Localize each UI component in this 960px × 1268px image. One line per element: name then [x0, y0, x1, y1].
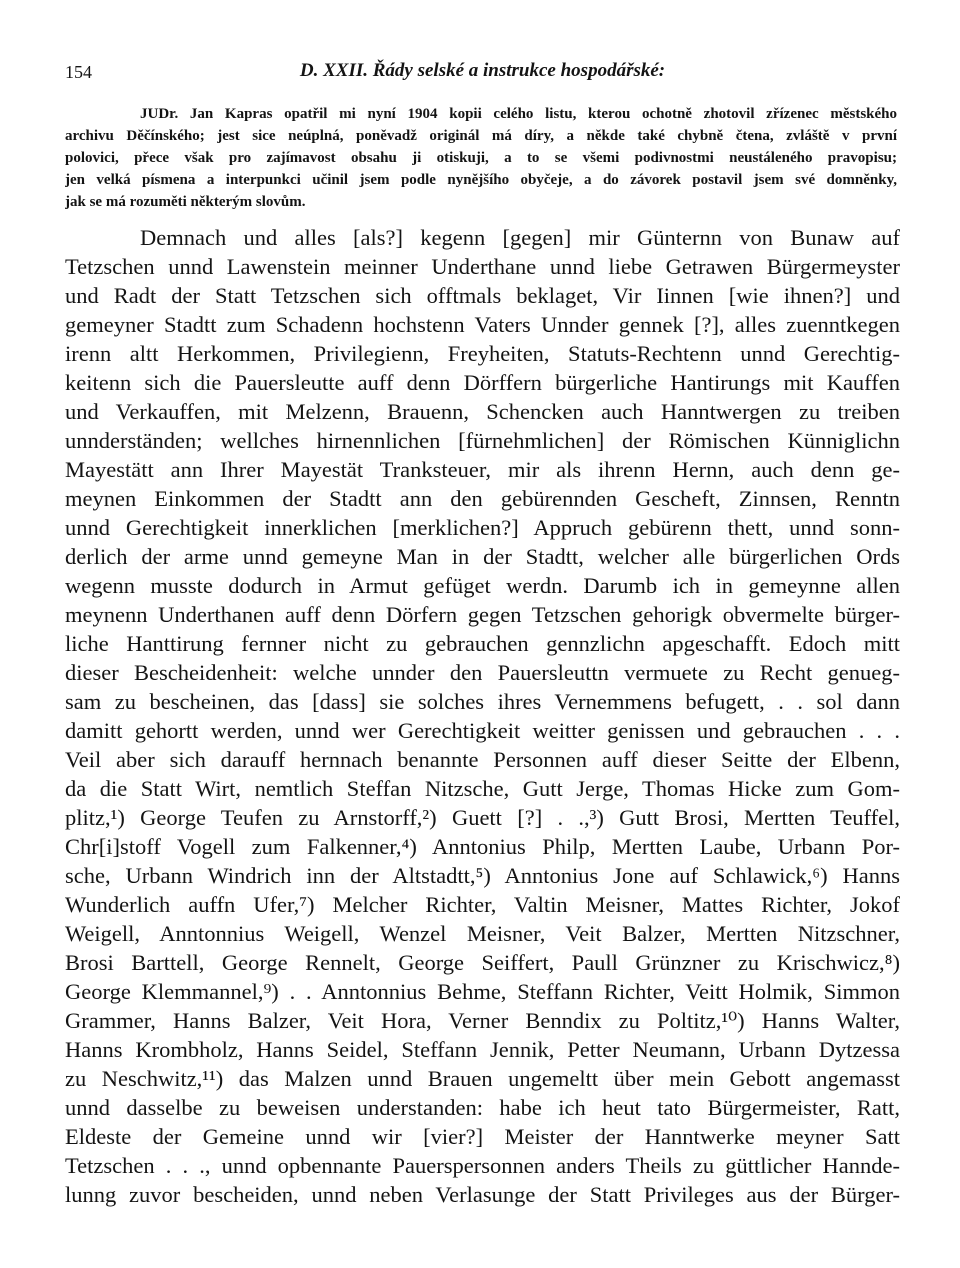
text-line: und Verkauffen, mit Melzenn, Brauenn, Schencken auch Hanntwergen zu treiben	[65, 399, 900, 424]
text-line: unnd Gerechtigkeit innerklichen [merklichen?] Appruch gebürenn thett, unnd sonn-	[65, 515, 900, 540]
text-line: zu Neschwitz,¹¹) das Malzen unnd Brauen ungemeltt über mein Gebott angemasst	[65, 1066, 900, 1091]
text-line: George Klemmannel,⁹) . . Anntonnius Behme, Steffann Richter, Veitt Holmik, Simmon	[65, 979, 900, 1004]
page-header	[65, 58, 900, 86]
text-line: da die Statt Wirt, nemtlich Steffan Nitzsche, Gutt Jerge, Thomas Hicke zum Gom-	[65, 776, 900, 801]
text-line: plitz,¹) George Teufen zu Arnstorff,²) Guett [?] . .,³) Gutt Brosi, Mertten Teuffel,	[65, 805, 900, 830]
page-number: 154	[65, 62, 92, 82]
editorial-note	[65, 103, 897, 213]
text-line: Tetzschen . . ., unnd opbennante Pauerspersonnen anders Theils zu güttlicher Hannde-	[65, 1153, 900, 1178]
text-line: wegenn musste dodurch in Armut gefüget werdn. Darumb ich in gemeynne allen	[65, 573, 900, 598]
text-line: liche Hanttirung fernner nicht zu gebrauchen gennzlichn apgeschafft. Edoch mitt	[65, 631, 900, 656]
editorial-note-line: archivu Děčínského; jest sice neúplná, poněvadž originál má díry, a někde také chybně čtena, zvláště v první	[65, 128, 897, 144]
text-line: unnderständen; wellches hirnennlichen [fürnehmlichen] der Römischen Künniglichn	[65, 428, 900, 453]
text-line: damitt gehortt werden, unnd wer Gerechtigkeit weitter genissen und gebrauchen . . .	[65, 718, 900, 743]
text-line: sche, Urbann Windrich inn der Altstadtt,⁵) Anntonius Jone auf Schlawick,⁶) Hanns	[65, 863, 900, 888]
text-line: Brosi Barttell, George Rennelt, George Seiffert, Paull Grünzner zu Krischwicz,⁸)	[65, 950, 900, 975]
text-line: sam zu bescheinen, das [dass] sie solches ihres Vernemmens befugett, . . sol dann	[65, 689, 900, 714]
text-line: Grammer, Hanns Balzer, Veit Hora, Verner Benndix zu Poltitz,¹⁰) Hanns Walter,	[65, 1008, 900, 1033]
text-line: Tetzschen unnd Lawenstein meinner Underthane unnd liebe Getrawen Bürgermeyster	[65, 254, 900, 279]
text-line: Chr[i]stoff Vogell zum Falkenner,⁴) Anntonius Philp, Mertten Laube, Urbann Por-	[65, 834, 900, 859]
text-line: gemeyner Stadtt zum Schadenn hochstenn Vaters Unnder gennek [?], alles zuenntkegen	[65, 312, 900, 337]
text-line: unnd dasselbe zu beweisen understanden: habe ich heut tato Bürgermeister, Ratt,	[65, 1095, 900, 1120]
editorial-note-line: JUDr. Jan Kapras opatřil mi nyní 1904 kopii celého listu, kterou ochotně zhotovil zřízenec městského	[140, 106, 897, 122]
document-text	[65, 223, 900, 1209]
text-line: Mayestätt ann Ihrer Mayestät Tranksteuer, mir als ihrenn Hernn, auch denn ge-	[65, 457, 900, 482]
text-line: dieser Bescheidenheit: welche unnder den Pauersleuttn vermuete zu Recht genueg-	[65, 660, 900, 685]
text-line: und Radt der Statt Tetzschen sich offtmals beklaget, Vir Iinnen [wie ihnen?] und	[65, 283, 900, 308]
text-line: Wunderlich auffn Ufer,⁷) Melcher Richter, Valtin Meisner, Mattes Richter, Jokof	[65, 892, 900, 917]
text-line: meynen Einkommen der Stadtt ann den gebürennden Gescheft, Zinnsen, Renntn	[65, 486, 900, 511]
text-line: keitenn sich die Pauersleutte auff denn Dörffern bürgerliche Hantirungs mit Kauffen	[65, 370, 900, 395]
text-line: Demnach und alles [als?] kegenn [gegen] mir Günternn von Bunaw auf	[140, 225, 900, 250]
text-line: Veil aber sich darauff hernnach benannte Personnen auff dieser Seitte der Elbenn,	[65, 747, 900, 772]
text-line: lunng zuvor bescheiden, unnd neben Verlasunge der Statt Privileges aus der Bürger-	[65, 1182, 900, 1207]
text-line: Eldeste der Gemeine unnd wir [vier?] Meister der Hanntwerke meyner Satt	[65, 1124, 900, 1149]
editorial-note-line: polovici, přece však pro zajímavost obsahu ji otiskuji, a to se všemi podivnostmi neustáleného pravopisu;	[65, 150, 897, 166]
text-line: irenn altt Herkommen, Privilegienn, Freyheiten, Statuts-Rechtenn unnd Gerechtig-	[65, 341, 900, 366]
text-line: derlich der arme unnd gemeyne Man in der Stadtt, welcher alle bürgerlichen Ords	[65, 544, 900, 569]
editorial-note-line: jen velká písmena a interpunkci učinil jsem podle nynějšího obyčeje, a do závorek postavil jsem své domněnky,	[65, 172, 897, 188]
text-line: Hanns Krombholz, Hanns Seidel, Steffann Jennik, Petter Neumann, Urbann Dytzessa	[65, 1037, 900, 1062]
editorial-note-line: jak se má rozuměti některým slovům.	[65, 194, 306, 210]
running-title: D. XXII. Řády selské a instrukce hospodářské:	[299, 60, 666, 81]
text-line: meynenn Underthanen auff denn Dörfern gegen Tetzschen gehorigk obvermelte bürger-	[65, 602, 900, 627]
text-line: Weigell, Anntonnius Weigell, Wenzel Meisner, Veit Balzer, Mertten Nitzschner,	[65, 921, 900, 946]
